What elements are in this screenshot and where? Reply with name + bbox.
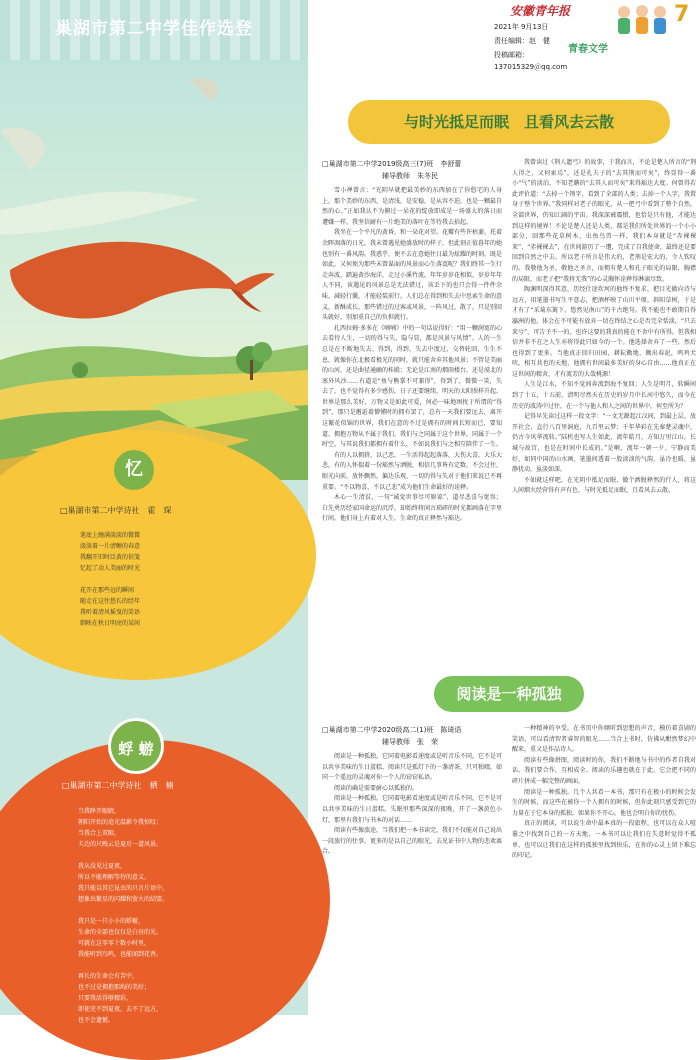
article1-teacher: 辅导教师 朱冬民 [382,172,438,180]
paragraph: 不如就这样吧，在光阴中抵足而眠，做个洒脱释然的行人，将这人间烟火经营得有声有色，与时光抵足而眠，且看风去云散。 [512,476,696,495]
paragraph: 雪小禅曾言：“光阴早就把最美妙的东西加在了你悠宅的人身上，那个美妙的东西，是清浅，是安稳，是从容不迫，也是一颗最自然的心。”正如我认不为俯过一朵花的绽放即成是一场盛大的落日而遭嫌一样，我坚信耐有一片绝美的落叶在等待我去拾起。 [322,187,503,226]
paragraph: 阅读是一种孤独。几个人共看一本书，那只有在极小的时候会发生的时候，而这些在被你一个人拥有的时候，但你此刻只感受到它的力量在于它本身的孤独。如果你不开心，他也会明白你的忧伤。 [512,788,696,817]
paragraph: 木心一生清贫，一句“诚觉世事尽可原谅”，道尽悲喜与宽容；白先勇历经家国命运的沉浮，却始终将闲言琐碎的时光都画落在字里行间。他们身上有着对人生，生命的真正释然与豁达。 [322,494,503,523]
article2-column-1 [322,752,502,1010]
article2-author: □巢湖市第二中学2020级高二(1)班 陈琦语 [322,726,462,734]
newspaper-logo: 安徽青年报 [510,4,571,18]
page-number: 7 [674,2,690,27]
issue-date: 2021年 9月13日 [494,23,549,31]
poem2-author: □巢湖市第二中学诗社 栖 楠 [62,781,174,790]
paragraph: 陶渊明深得其意，历经仕途坎坷的他终不复求，把目光撤向诗与远方，用笔墨书写生平意志，把酒杯映了山川平原，斜阳草树，于是才有了“采菊东篱下，悠然见南山”的千古绝句。我不能也不敢期自得瀛洲的他，体会在不可能有放弃一切在终结之心是否完全恬淡，“只去来兮”，可告予不一的，也许这要的我真的能在不舍中有所得。但我相信并非不在之人生亦将得此只如今的一个。他选择舍弃了一些，然后也得到了更多。当他真正回归田园，耕耘锄地，锄出春泥，鸣鸡犬吠，相互共也的天地，他拥有世间最多美好的身心自由……他真正在这世间的精舍，才有流芳的大哉桃源！ [512,286,696,378]
submission-email: 137015329＠qq.com [494,63,568,71]
article2-banner [434,676,584,712]
article1-column-2 [512,158,696,666]
section-title: 青春文学 [568,44,608,55]
page-title: 巢湖市第二中学佳作选登 [55,19,253,39]
article2-teacher: 辅导教师 张 荣 [382,738,438,746]
left-panel [0,0,308,1024]
editor-credit: 责任编辑：赵 健 [494,37,550,45]
article1-byline [322,158,502,182]
article1-column-1 [322,186,502,666]
right-panel [318,0,700,1015]
poem1-text: 笔底上缠满淡淡的微微 淡淡着一片清晰的春意 我翻开旧时泛黄的信笺 忆起了动人美丽的时光 花开在那些远的瞬间 随走在这往悠长的经年 我听着清风摇曳的笑语 倒映在秋日明亮的某间 [80,532,141,627]
paragraph: 阅读是一种孤独。它同着电影看速度或是听音乐不同，它不是可以共享美味的生日蛋糕。失眠里那些深深的夜晚，开了一盏黄色小灯，那里有我们与书本的对话…… [322,795,503,824]
paragraph: 阅读是一种孤独。它同着电影看速度或是听音乐不同，它不是可以共享美味的生日蛋糕，阅读只是孤灯下的一盏清茶，只可独啜，如同一个遥远的灵魂对你一个人的窃窃私语。 [322,753,503,782]
paragraph: 一种精神的享受，在书页中你倾听到思想的声音，模仿着喜剧的笑语，可以看清智者睿智的眼光……当合上书时，仿佛从酣然梦幻中醒来，重又是作品诗人。 [512,725,696,754]
article1-author: □巢湖市第二中学2019级高三(7)班 李舒蕾 [322,160,462,168]
poem2-text: 当我睁开眼睛， 朝阳开始的追光温影令我惊叹； 当我合上双眼， 夫边的尺晚云是夏后一道风景。 我从没见过夏夜， 所以不能理解等待的意义。 我只能以其它昆虫的只言片语中， 想象出繁星的闪耀和萤火的结盟。 我只是一只小小的蜉蝣， 生命的全部也仅仅是白昼的光。 可就在这零零十数小时里， 我能听到鸟鸣，也能闻到花香。 再长的生命会有苦中， 也不过是拥抱那绚的美好； 只要我活得够精彩， 即使充不到夏夜，去不了远方， 也不会遗憾。 [78,808,169,1024]
email-label: 投稿邮箱： [494,51,529,59]
article2-byline [322,724,502,748]
landscape-illustration [0,60,308,480]
paragraph: 我坐在一个平凡的黄昏，和一朵花对望。花瓣有些许枯萎，托着余晖凋落的日光，我未曾遇见她盛放时的样子，但此刻正值暮年的她也别有一番风韵。我惑乎，便不去在意她往日最为炫耀的时刻。既是如此，又何须为那些未曾谋面的风景而心生落寞呢？我们终其一生行走奔波，踏遍黄沙海洋，走过小溪竹流。年年岁岁花相似，岁岁年年人不同，该遇见的风景总是无法错过，该丢下的也只会得一件件余味，减轻行囊，才能轻装前行。人们总在得到和失去中思索生命的意义，新酥成长，那些错过的过客或风景，一阵风过，散了，只是别回头就好，别加重自己的负担就行。 [322,229,503,322]
paragraph: 有的人以拥挤，以己恶，一生活得起起落落，大伤大喜，大乐大悲，有的人怀揣着一份豁然与洒脱，相信几事皆有定数，不会过往，眼光向前，放怀飘然，偏达乐观，一切的得与失对于他们来说已不再重要。“不以物喜，不以己悲”成为他们生命最好的诠释。 [322,451,503,491]
poem1-author: □巢湖市第二中学诗社 霍 琛 [60,506,172,515]
poem2-title: 蜉 蝣 [108,718,164,774]
students-illustration-icon [612,2,672,40]
paragraph: 扎西拉姆·多多在《喃喃》中的一句话说得好：“用一颗润宽的心去看待人生，一切的得与失，隐与显，都是风景与风情”。人的一生总是在不断地失去、得到，得到、失去中度过，交替轮回，生生不息，就像你在北极看极光的同时，就只能舍弃其他风景；不管是美丽的山河，还是曲径通幽的桂殿；无论是江南的烟雨楼台，还是漠北的塞外风沙……有道是“鱼与熊掌不可兼得”，得到了，微微一笑，失去了，也不觉得有多少感伤，日子还要继续，明天的太阳照样升起。世界是那么美好，万物又是如此可爱，何必一味地困扰于所谓的“得到”，那只是邂逅着懵懂时的拥有罢了，总有一天我们要远去，离开这繁花似锦的世界，我们在意的不过是拥有的时间长短而已，要知道，拥抱万物从不属于我们，我们与之同属于这个世界，同属于一个时空，与其说我们都拥有着什么，不如说我们与之相互陪伴了一生。 [322,324,503,449]
article2-title: 阅读是一种孤独 [456,685,562,703]
article1-title: 与时光抵足而眠 且看风去云散 [403,113,614,131]
article1-banner [348,100,670,144]
paragraph: 阅读有些像旅途，当我们把一本书读完，我们不仅能对自己说出一段旅行的往事，更多的是以自己的眼光，去见证书中人物的悲欢离合。 [322,827,503,856]
masthead [318,0,700,80]
paragraph: 我曾读过《荆人遗弓》的故事，于我而言，不论是楚人所言的“荆人得之，又何索焉”，还是孔夫子的“去其荆而可矣”，终显得一番小“气”的淡泊、不知老聃的“去其人而可矣”来得豁达大度。何曾得若此评价道：“去掉一个荆字，看到了全部的人类；去掉一个人字，我置身于整个世界。”我同样对老子的眼光，从一把弓中看到了整个自然，全部世界，仍知江阔的宇宙。我深深被震慑，也恰是只有他，才能达到这样的境界！不论是楚人还是人类，都是我们所处世界的一个小小部分，回那些花草树木、虫鱼鸟兽一样，我们本身就是“赤裸裸来”、“赤裸裸去”，在世间游历了一遭，完成了自我使命，最终还是要回到自然之中去。所以老子所言是伟大的，老荆是宏大的，令人钦叹的。我敬他为圣，敬他之圣言，而拥有楚人和孔子眼光的局限，胸襟的局限，而老子把“我将无我”的心灵胸怀诠释得淋漓尽致。 [512,159,696,283]
paragraph: 人生是江水，不知不觉间奔流到海不复回；人生是明月，转瞬间到了十五，十五前，清明尽然天在历史的岁月中长河中悠久，而今在历史的波涛中过往，在一个与他人和人之间的世界中，何至所为？ [512,381,696,410]
paragraph: 阅读有些像拼图，阅读时的你，我们不断地与书中的作者自我对话，我们要合作，互相成全。阅读的乐趣也就在于此，它会把不同的碎片拼成一幅完整的画面。 [512,756,696,785]
paragraph: 阅读的确是需要耐心以孤独的。 [334,784,419,792]
poem1-title: 忆 [114,450,154,490]
article2-column-2 [512,724,696,1010]
paragraph: 真正的阅读，可以说生命中最本真的一段旅程，也可以在众人喧嚣之中找到自己的一方天地，一本书可以让我们在失意时觉得不孤单，也可以让我们在这样的孤独里找到快乐，在你的心灵上留下难忘的印记。 [512,820,696,860]
paragraph: 记得早先读过这样一段文字：“一文无源起江汉间，到最上层，放开社会，直行八百里洞庭，九百里云梦；千年华彩在先秦楚灵魂中，仍古今风华流转。”陆机也写人生如此，流年皓月，方知万里江山。长城与故宫，也是在时间中长成的。”是啊，流年一朝一夕、宁静而美好，如同中国的山水画，笔墨间透着一股淡淡的气韵，虽冷也暖，虽静犹动，虽淡如深。 [512,413,696,474]
